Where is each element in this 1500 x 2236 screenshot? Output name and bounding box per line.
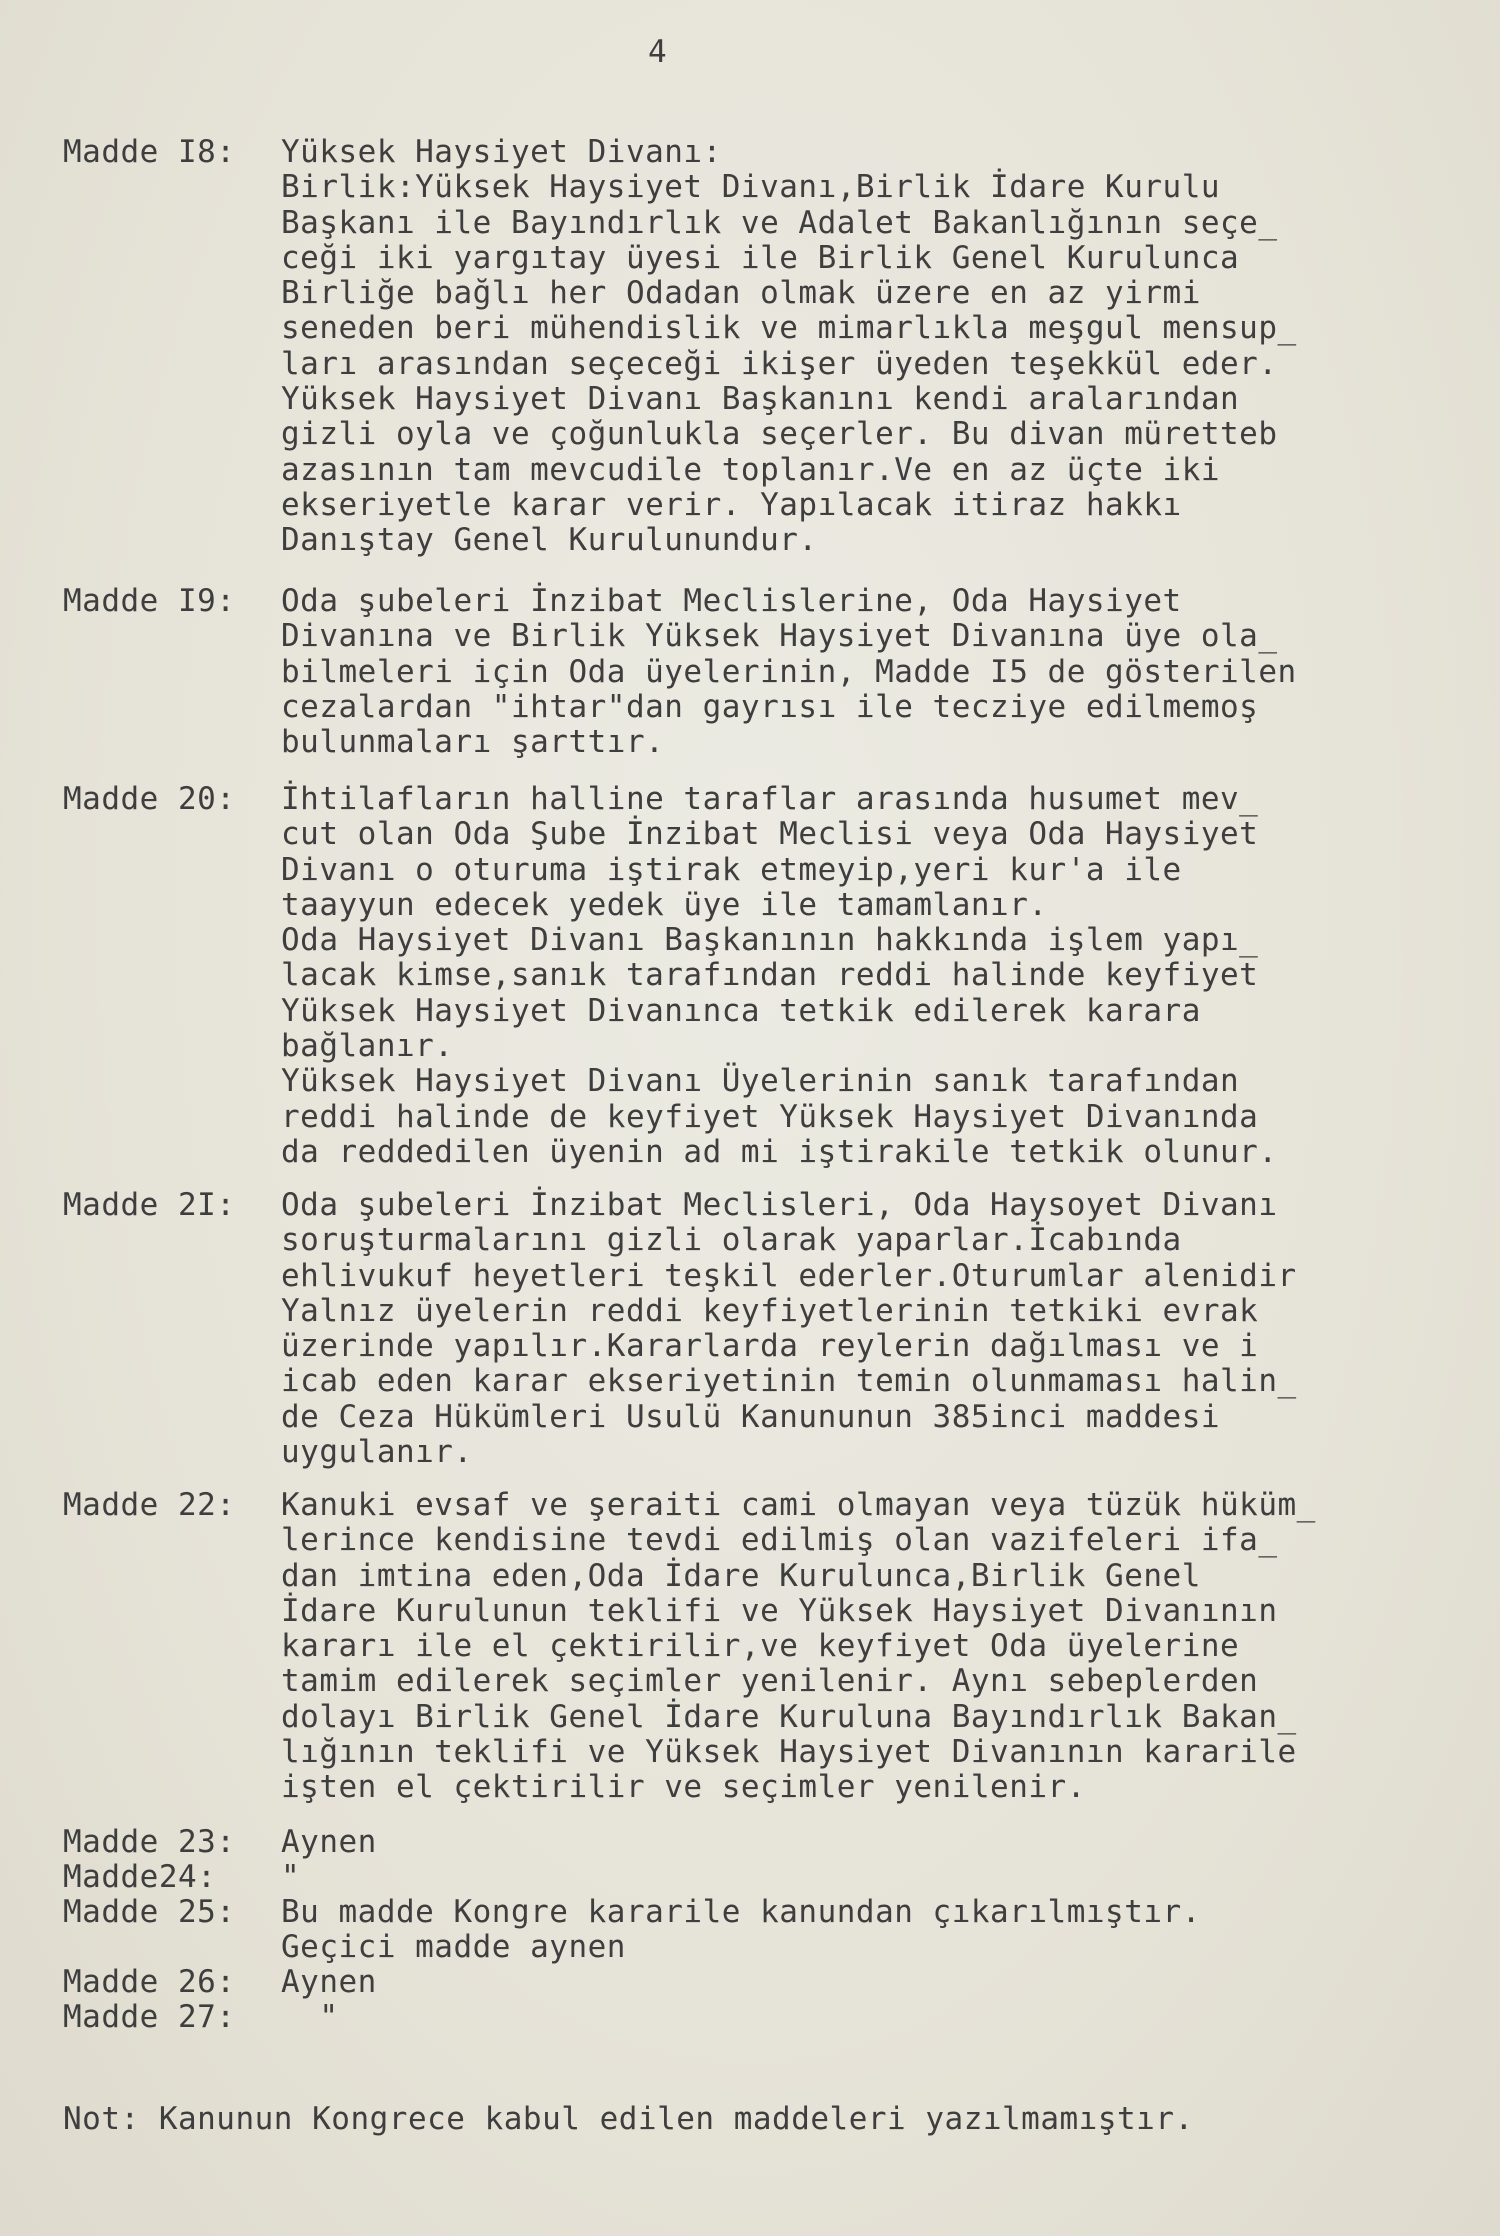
article-label: Madde24:	[63, 1859, 255, 1895]
article-label: Madde 2I:	[63, 1187, 236, 1223]
article-label: Madde 26:	[63, 1964, 236, 2000]
text-line: Aynen	[281, 1964, 377, 2000]
text-line: taayyun edecek yedek üye ile tamamlanır.	[281, 886, 1048, 923]
article-body	[281, 782, 1441, 1170]
text-line: lerince kendisine tevdi edilmiş olan vazifeleri ifa_	[281, 1522, 1278, 1559]
text-line: işten el çektirilir ve seçimler yenilenir.	[281, 1769, 1086, 1806]
text-line: uygulanır.	[281, 1434, 473, 1471]
text-line: da reddedilen üyenin ad mi iştirakile tetkik olunur.	[281, 1133, 1278, 1170]
text-line: ehlivukuf heyetleri teşkil ederler.Oturumlar alenidir	[281, 1257, 1297, 1294]
text-line: üzerinde yapılır.Kararlarda reylerin dağılması ve i	[281, 1328, 1259, 1365]
text-line: de Ceza Hükümleri Usulü Kanununun 385inci maddesi	[281, 1398, 1221, 1435]
text-line: ekseriyetle karar verir. Yapılacak itiraz hakkı	[281, 486, 1182, 523]
text-line: Başkanı ile Bayındırlık ve Adalet Bakanlığının seçe_	[281, 204, 1278, 241]
text-line: tamim edilerek seçimler yenilenir. Aynı sebeplerden	[281, 1663, 1259, 1700]
page-number: 4	[648, 34, 668, 70]
article-body	[281, 1188, 1441, 1470]
article-label: Madde 23:	[63, 1824, 236, 1860]
text-line: cezalardan "ihtar"dan gayrısı ile tecziye edilmemoş	[281, 688, 1259, 725]
article-body	[281, 1825, 1441, 1860]
text-line: Yalnız üyelerin reddi keyfiyetlerinin tetkiki evrak	[281, 1292, 1259, 1329]
text-line: icab eden karar ekseriyetinin temin olunmaması halin_	[281, 1363, 1297, 1400]
article-label: Madde 22:	[63, 1487, 236, 1523]
text-line: dolayı Birlik Genel İdare Kuruluna Bayındırlık Bakan_	[281, 1698, 1297, 1735]
text-line: kararı ile el çektirilir,ve keyfiyet Oda üyelerine	[281, 1628, 1240, 1665]
text-line: bağlanır.	[281, 1028, 454, 1065]
text-line: Oda şubeleri İnzibat Meclisleri, Oda Haysoyet Divanı	[281, 1187, 1278, 1223]
article-label: Madde 20:	[63, 781, 236, 817]
text-line: soruşturmalarını gizli olarak yaparlar.İcabında	[281, 1222, 1182, 1259]
text-line: Danıştay Genel Kurulunundur.	[281, 522, 818, 559]
text-line: "	[281, 1999, 339, 2035]
text-line: Yüksek Haysiyet Divanı Üyelerinin sanık tarafından	[281, 1063, 1240, 1100]
article-body	[281, 1965, 1441, 2000]
text-line: İdare Kurulunun teklifi ve Yüksek Haysiyet Divanının	[281, 1592, 1278, 1629]
article-label: Madde I9:	[63, 583, 236, 619]
text-line: ceği iki yargıtay üyesi ile Birlik Genel Kurulunca	[281, 239, 1240, 276]
text-line: "	[281, 1859, 301, 1895]
article-label: Madde I8:	[63, 134, 236, 170]
text-line: Oda şubeleri İnzibat Meclislerine, Oda Haysiyet	[281, 583, 1182, 619]
text-line: lığının teklifi ve Yüksek Haysiyet Divanının kararile	[281, 1734, 1297, 1771]
text-line: seneden beri mühendislik ve mimarlıkla meşgul mensup_	[281, 310, 1297, 347]
text-line: ları arasından seçeceği ikişer üyeden teşekkül eder.	[281, 345, 1278, 382]
text-line: bulunmaları şarttır.	[281, 724, 665, 761]
footer-note: Not: Kanunun Kongrece kabul edilen maddeleri yazılmamıştır.	[63, 2101, 1194, 2137]
text-line: Divanına ve Birlik Yüksek Haysiyet Divanına üye ola_	[281, 618, 1278, 655]
text-line: Kanuki evsaf ve şeraiti cami olmayan veya tüzük hüküm_	[281, 1487, 1316, 1523]
text-line: Geçici madde aynen	[281, 1929, 626, 1966]
text-line: Birlik:Yüksek Haysiyet Divanı,Birlik İdare Kurulu	[281, 169, 1221, 206]
text-line: Divanı o oturuma iştirak etmeyip,yeri kur'a ile	[281, 851, 1182, 888]
text-line: gizli oyla ve çoğunlukla seçerler. Bu divan müretteb	[281, 416, 1278, 453]
text-line: dan imtina eden,Oda İdare Kurulunca,Birlik Genel	[281, 1557, 1201, 1594]
text-line: reddi halinde de keyfiyet Yüksek Haysiyet Divanında	[281, 1098, 1259, 1135]
text-line: Yüksek Haysiyet Divanı Başkanını kendi aralarından	[281, 381, 1240, 418]
text-line: İhtilafların halline taraflar arasında husumet mev_	[281, 781, 1259, 817]
text-line: Aynen	[281, 1824, 377, 1860]
text-line: Birliğe bağlı her Odadan olmak üzere en az yirmi	[281, 275, 1201, 312]
text-line: bilmeleri için Oda üyelerinin, Madde I5 de gösterilen	[281, 653, 1297, 690]
article-body	[281, 1860, 1441, 1895]
article-label: Madde 25:	[63, 1894, 236, 1930]
article-label: Madde 27:	[63, 1999, 236, 2035]
text-line: lacak kimse,sanık tarafından reddi halinde keyfiyet	[281, 957, 1259, 994]
text-line: Bu madde Kongre kararile kanundan çıkarılmıştır.	[281, 1894, 1201, 1930]
text-line: azasının tam mevcudile toplanır.Ve en az üçte iki	[281, 451, 1221, 488]
article-body	[281, 135, 1441, 594]
text-line: Yüksek Haysiyet Divanınca tetkik edilerek karara	[281, 992, 1201, 1029]
text-line: Yüksek Haysiyet Divanı:	[281, 134, 722, 170]
article-body	[281, 584, 1441, 760]
text-line: Oda Haysiyet Divanı Başkanının hakkında işlem yapı_	[281, 922, 1259, 959]
article-body	[281, 1895, 1441, 1966]
article-body	[281, 2000, 1441, 2035]
text-line: cut olan Oda Şube İnzibat Meclisi veya Oda Haysiyet	[281, 816, 1259, 853]
article-body	[281, 1488, 1441, 1806]
